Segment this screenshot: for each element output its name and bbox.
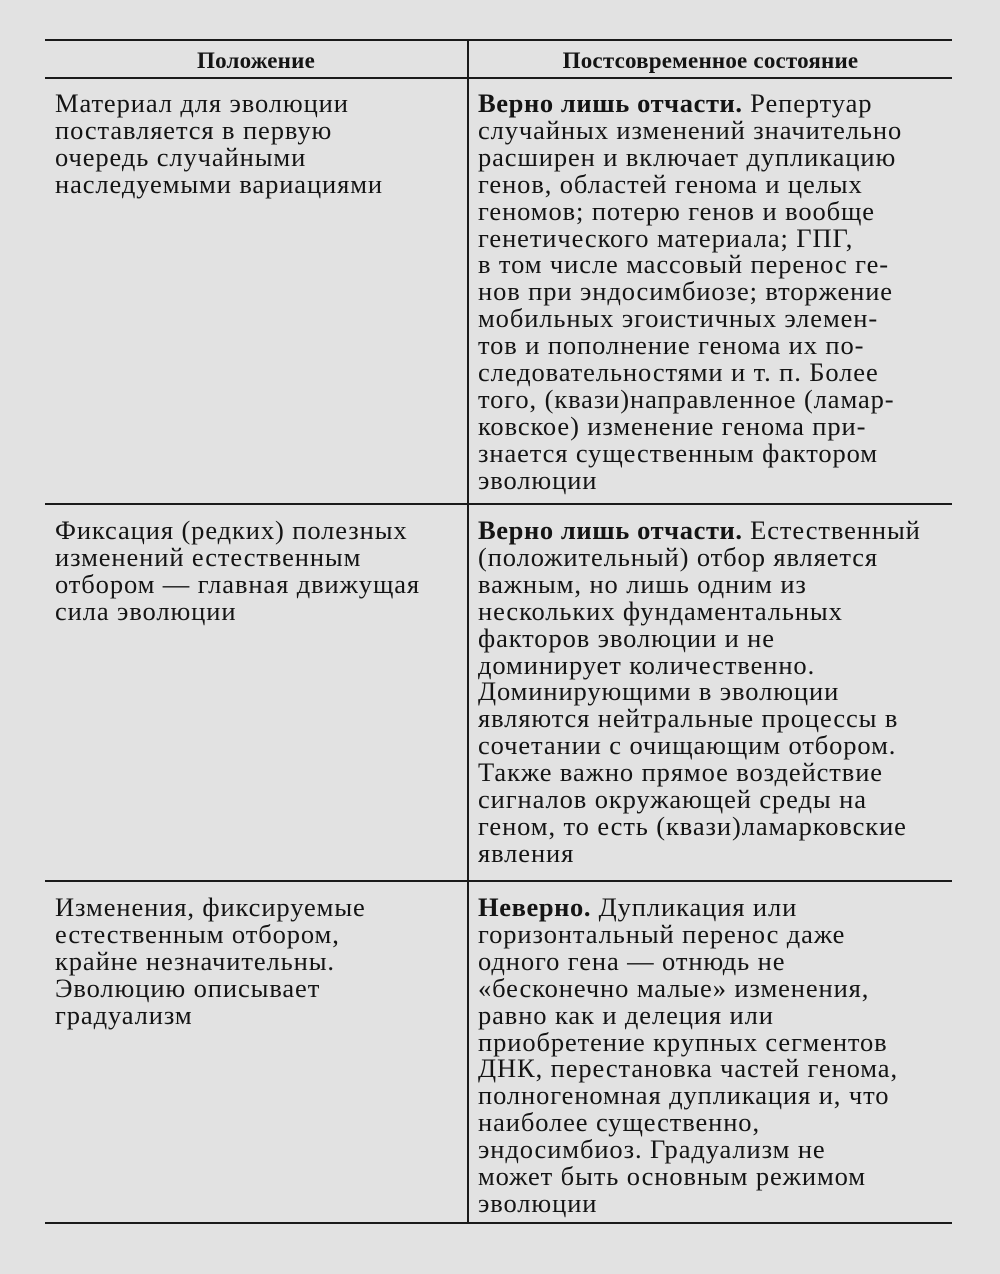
status-cell (478, 894, 898, 1217)
text-line: того, (квази)направленное (ламар- (478, 383, 895, 414)
column-divider (467, 39, 469, 1224)
text-line: Материал для эволюции (55, 88, 349, 118)
text-line: геном, то есть (квази)ламарковские (478, 810, 907, 841)
text-line: Изменения, фиксируемые (55, 892, 366, 922)
row-divider (45, 880, 952, 882)
text-line: отбором — главная движущая (55, 568, 421, 599)
text-line: являются нейтральные процессы в (478, 703, 899, 734)
row-divider (45, 503, 952, 505)
text-line: полногеномная дупликация и, что (478, 1080, 890, 1111)
text-line: ковское) изменение генома при- (478, 410, 867, 441)
text-line: явления (478, 837, 575, 868)
text-fragment: Репертуар (742, 88, 873, 118)
comparison-table (45, 39, 952, 1224)
text-line: наследуемыми вариациями (55, 168, 383, 199)
status-cell (478, 90, 902, 494)
text-line: следовательностями и т. п. Более (478, 357, 879, 388)
text-line: Также важно прямое воздействие (478, 757, 883, 788)
text-line: поставляется в первую (55, 114, 333, 145)
text-line: важным, но лишь одним из (478, 568, 807, 599)
verdict-label: Неверно. (478, 892, 592, 922)
text-line (478, 894, 898, 921)
text-line: сигналов окружающей среды на (478, 784, 867, 815)
column-header-status: Постсовременное состояние (562, 48, 859, 73)
text-line: факторов эволюции и не (478, 622, 775, 653)
text-line: горизонтальный перенос даже (478, 918, 846, 949)
text-line: генов, областей генома и целых (478, 168, 863, 199)
text-line: эволюции (478, 1187, 598, 1218)
text-line: Доминирующими в эволюции (478, 676, 840, 707)
text-fragment: Естественный (742, 515, 921, 545)
position-cell (55, 90, 383, 198)
verdict-label: Верно лишь отчасти. (478, 515, 743, 545)
text-line: градуализм (55, 999, 193, 1030)
text-line: генетического материала; ГПГ, (478, 222, 854, 253)
text-line (478, 90, 902, 117)
text-line: Фиксация (редких) полезных (55, 515, 408, 545)
text-line: эндосимбиоз. Градуализм не (478, 1134, 826, 1165)
text-line: тов и пополнение генома их по- (478, 330, 865, 361)
text-line: геномов; потерю генов и вообще (478, 195, 875, 226)
text-line: расширен и включает дупликацию (478, 141, 897, 172)
text-line: сила эволюции (55, 595, 237, 626)
text-line: равно как и делеция или (478, 999, 774, 1030)
text-line: одного гена — отнюдь не (478, 945, 786, 976)
text-line: случайных изменений значительно (478, 114, 903, 145)
text-line: нескольких фундаментальных (478, 595, 843, 626)
text-line: наиболее существенно, (478, 1107, 760, 1138)
text-line: доминирует количественно. (478, 649, 816, 680)
text-line: знается существенным фактором (478, 437, 878, 468)
text-line: (положительный) отбор является (478, 541, 878, 572)
text-line: нов при эндосимбиозе; вторжение (478, 276, 893, 307)
status-cell (478, 517, 921, 867)
text-line: «бесконечно малые» изменения, (478, 972, 870, 1003)
text-line: сочетании с очищающим отбором. (478, 730, 897, 761)
text-fragment: Дупликация или (591, 892, 798, 922)
text-line: эволюции (478, 464, 598, 495)
text-line: приобретение крупных сегментов (478, 1026, 888, 1057)
position-cell (55, 894, 366, 1029)
text-line: ДНК, перестановка частей генома, (478, 1053, 898, 1084)
verdict-label: Верно лишь отчасти. (478, 88, 743, 118)
position-cell (55, 517, 420, 625)
column-header-position: Положение (196, 48, 315, 73)
text-line: мобильных эгоистичных элемен- (478, 303, 879, 334)
text-line: Эволюцию описывает (55, 972, 321, 1003)
text-line: изменений естественным (55, 541, 362, 572)
text-line: крайне незначительны. (55, 945, 335, 976)
table-bottom-rule (45, 1222, 952, 1224)
text-line: в том числе массовый перенос ге- (478, 249, 889, 280)
table-top-rule (45, 39, 952, 41)
text-line (478, 517, 921, 544)
text-line: очередь случайными (55, 141, 307, 172)
text-line: может быть основным режимом (478, 1161, 866, 1192)
text-line: естественным отбором, (55, 918, 340, 949)
